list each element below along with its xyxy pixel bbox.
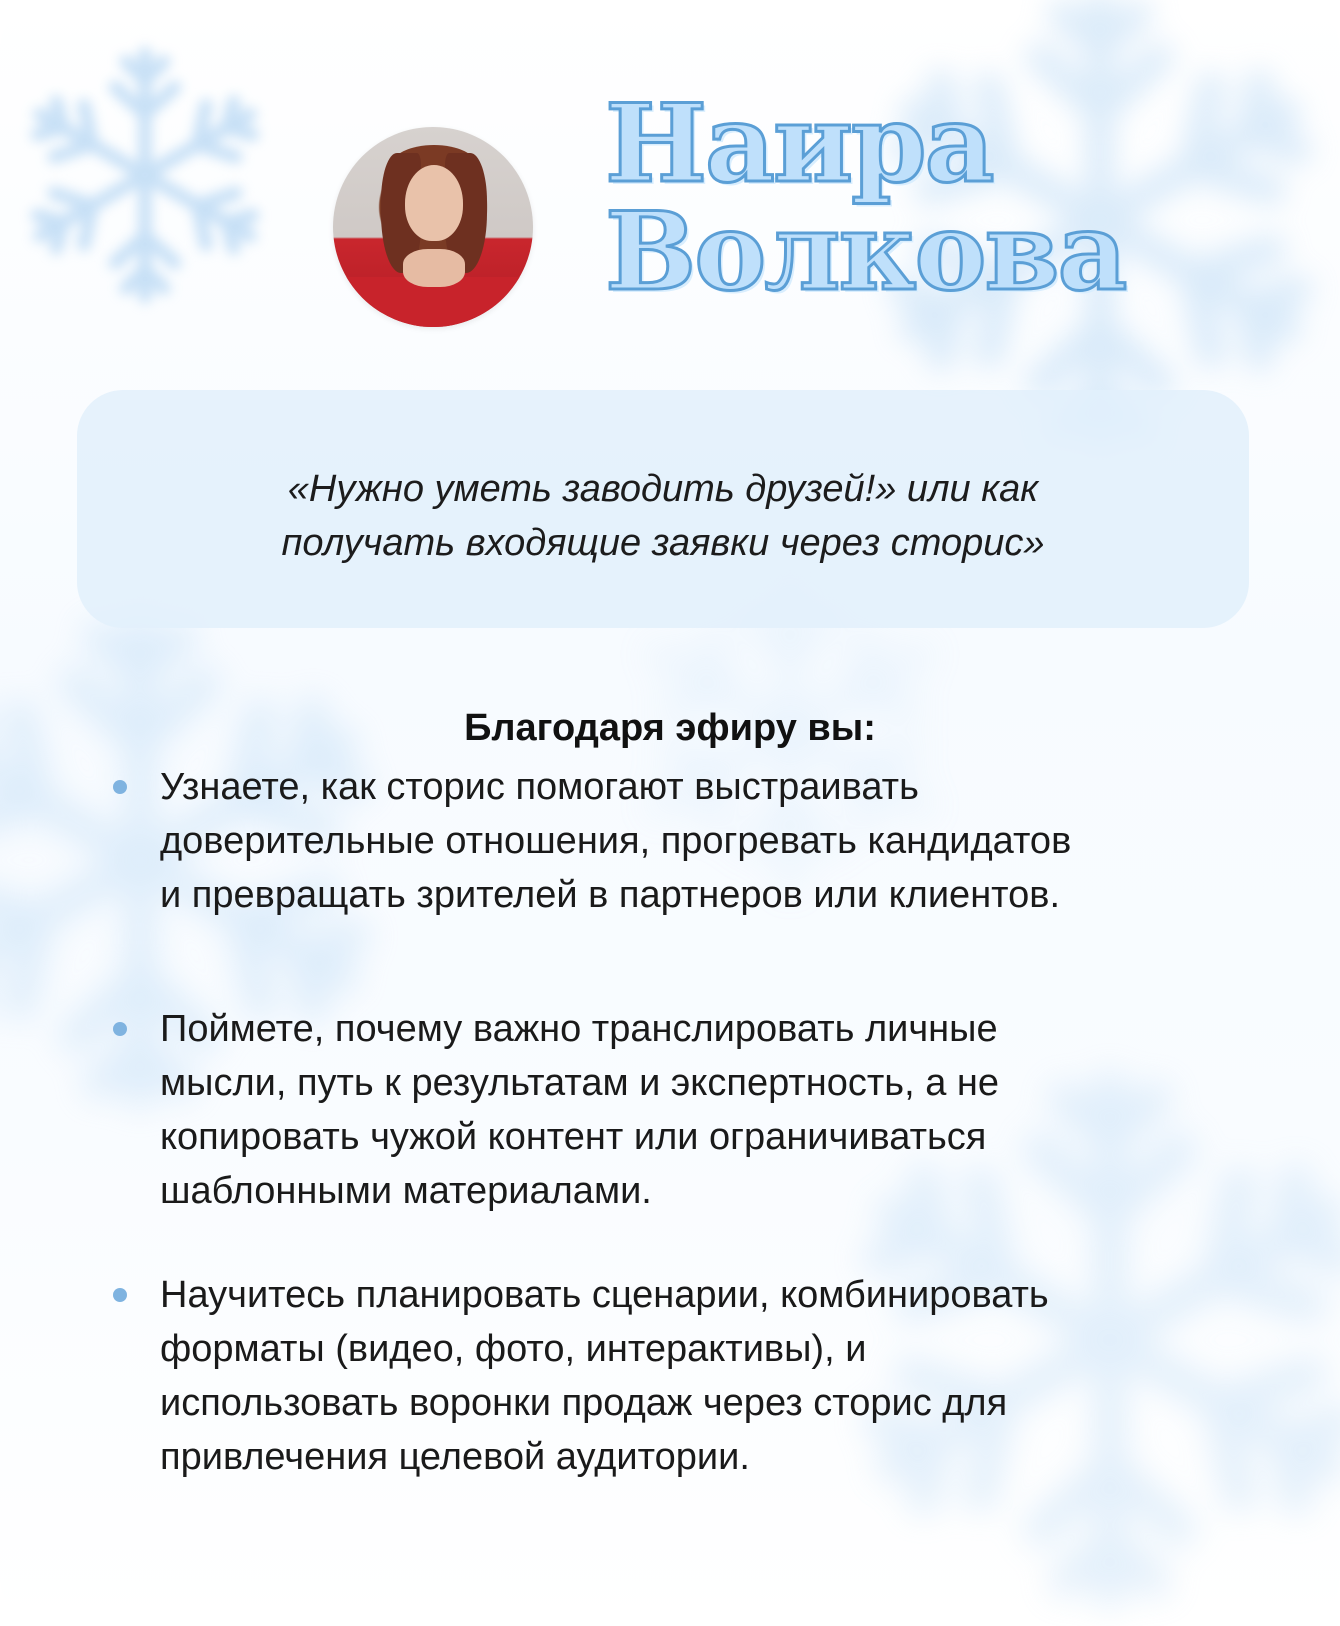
benefit-line: шаблонными материалами. bbox=[160, 1170, 652, 1212]
benefit-line: копировать чужой контент или ограничиваться bbox=[160, 1116, 987, 1158]
benefit-line: форматы (видео, фото, интерактивы), и bbox=[160, 1328, 867, 1370]
benefit-line: использовать воронки продаж через сторис для bbox=[160, 1382, 1008, 1424]
benefit-item bbox=[160, 1268, 1270, 1484]
benefit-item bbox=[160, 1002, 1270, 1218]
speaker-last-name: Волкова bbox=[605, 189, 1126, 315]
benefits-heading: Благодаря эфиру вы: bbox=[464, 707, 876, 749]
speaker-avatar bbox=[333, 127, 533, 327]
snowflake-icon bbox=[10, 40, 280, 310]
benefit-line: привлечения целевой аудитории. bbox=[160, 1436, 750, 1478]
benefit-item bbox=[160, 760, 1270, 922]
bullet-icon bbox=[113, 1288, 127, 1302]
benefit-line: Поймете, почему важно транслировать личные bbox=[160, 1008, 998, 1050]
bullet-icon bbox=[113, 780, 127, 794]
benefit-line: Узнаете, как сторис помогают выстраивать bbox=[160, 766, 919, 808]
bullet-icon bbox=[113, 1022, 127, 1036]
benefit-line: Научитесь планировать сценарии, комбинировать bbox=[160, 1274, 1049, 1316]
speaker-first-name: Наира bbox=[605, 81, 993, 207]
benefit-line: доверительные отношения, прогревать кандидатов bbox=[160, 820, 1072, 862]
topic-quote-box bbox=[77, 390, 1249, 628]
topic-quote-line: «Нужно уметь заводить друзей!» или как bbox=[287, 468, 1039, 510]
benefit-line: и превращать зрителей в партнеров или клиентов. bbox=[160, 874, 1061, 916]
topic-quote bbox=[77, 462, 1249, 570]
speaker-name bbox=[605, 81, 1126, 315]
benefit-line: мысли, путь к результатам и экспертность, а не bbox=[160, 1062, 1000, 1104]
topic-quote-line: получать входящие заявки через сторис» bbox=[281, 522, 1045, 564]
